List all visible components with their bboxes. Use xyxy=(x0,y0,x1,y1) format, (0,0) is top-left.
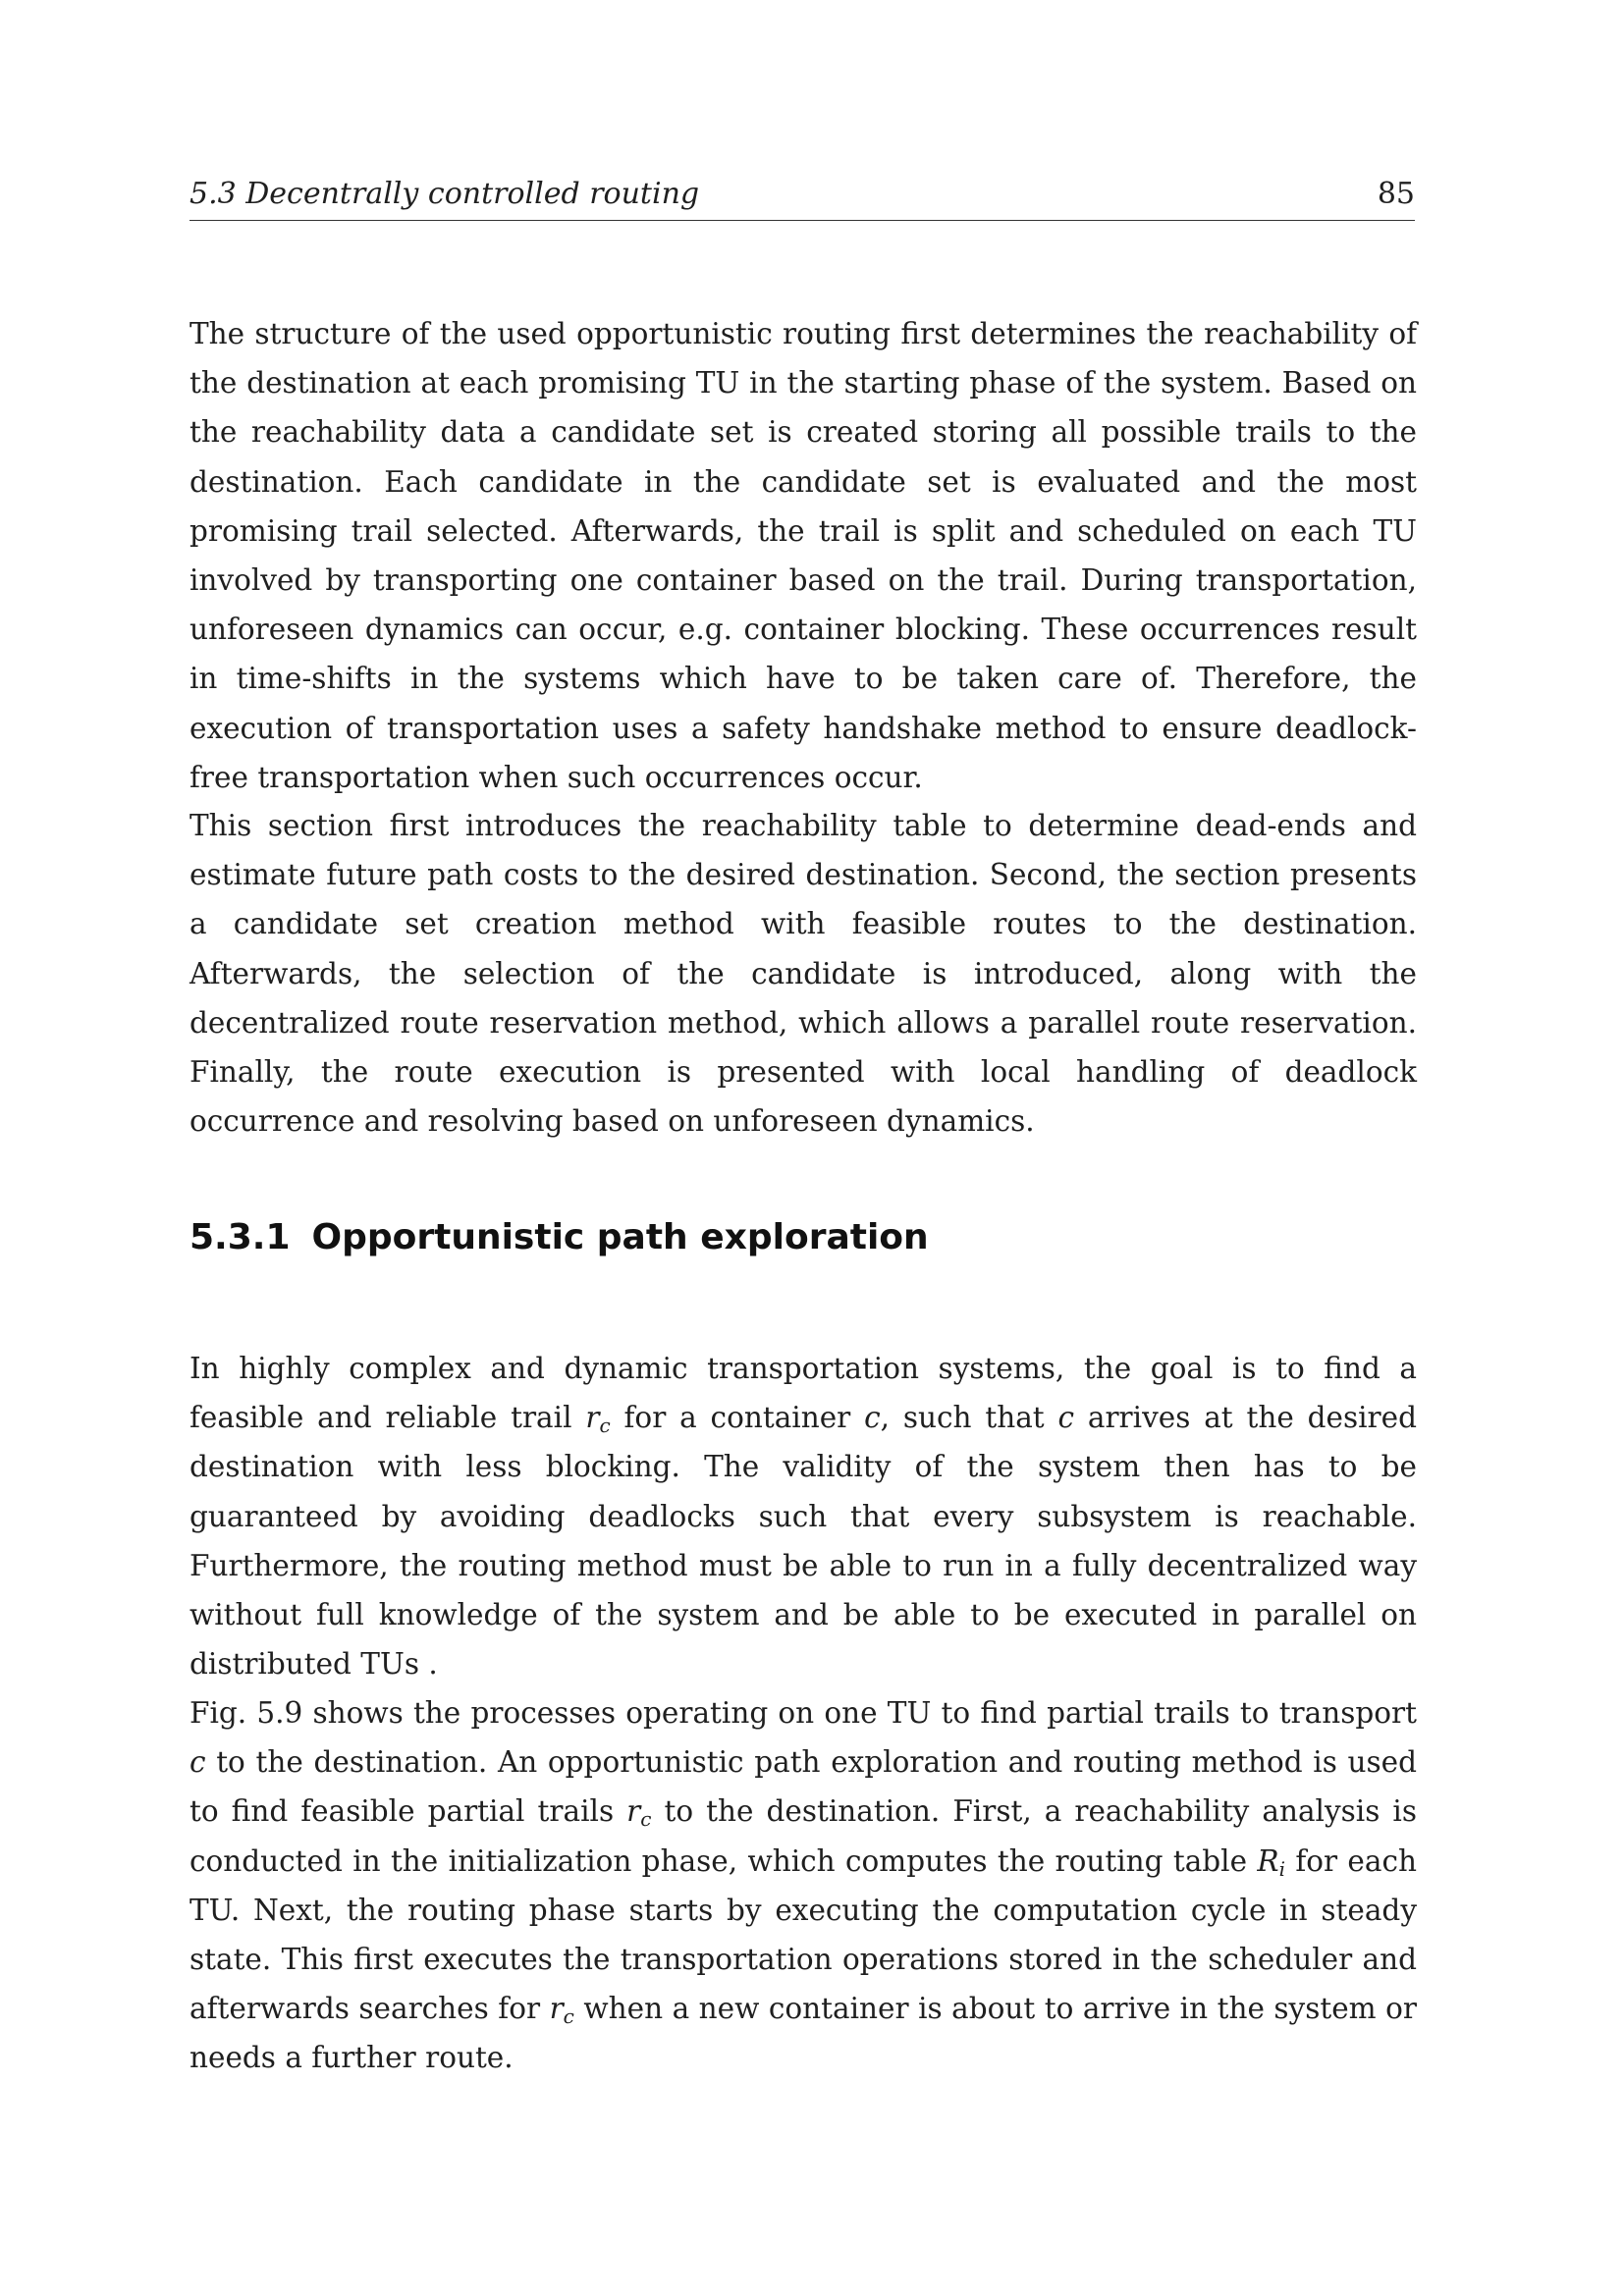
math-c: c xyxy=(189,1745,206,1780)
paragraph-goal xyxy=(189,1344,1417,1688)
math-subscript-c: c xyxy=(599,1414,611,1438)
paragraph-intro xyxy=(189,309,1417,802)
math-r: r xyxy=(626,1794,641,1829)
math-R: R xyxy=(1257,1843,1279,1878)
paragraph-process xyxy=(189,1688,1417,2083)
paragraph-text: This section first introduces the reachability table to determine dead-ends and estimate future path costs to the desired destination. Second, the section presents a candidate set creation method with feasible routes to the destination. Afterwards, the selection of the candidate is introduced, along with the decentralized route reservation method, which allows a parallel route reservation. Finally, the route execution is presented with local handling of deadlock occurrence and resolving based on unforeseen dynamics. xyxy=(189,809,1417,1139)
math-subscript-i: i xyxy=(1278,1856,1286,1881)
subsection-title: Opportunistic path exploration xyxy=(311,1217,929,1257)
math-r: r xyxy=(549,1992,564,2026)
text-run: Fig. 5.9 shows the processes operating on one TU to find partial trails to transport xyxy=(189,1696,1417,1730)
text-run: to the destination. First, a reachability analysis is conducted in the initialization phase, which computes the routing table xyxy=(189,1794,1417,1878)
math-subscript-c: c xyxy=(563,2004,574,2029)
text-run: for each TU. Next, the routing phase starts by executing the computation cycle in steady state. This first executes the transportation operations stored in the scheduler and afterwards searches for xyxy=(189,1843,1417,2026)
paragraph-text: The structure of the used opportunistic routing first determines the reachability of the destination at each promising TU in the starting phase of the system. Based on the reachability data a candidate set is created storing all possible trails to the destination. Each candidate in the candidate set is evaluated and the most promising trail selected. Afterwards, the trail is split and scheduled on each TU involved by transporting one container based on the trail. During transportation, unforeseen dynamics can occur, e.g. container blocking. These occurrences result in time-shifts in the systems which have to be taken care of. Therefore, the execution of transportation uses a safety handshake method to ensure deadlock-free transportation when such occurrences occur. xyxy=(189,317,1417,794)
math-r: r xyxy=(585,1401,600,1435)
subsection-number: 5.3.1 xyxy=(189,1217,291,1257)
math-c: c xyxy=(1057,1401,1075,1435)
paragraph-text xyxy=(189,1344,1417,1688)
math-c: c xyxy=(864,1401,881,1435)
running-header xyxy=(189,171,1415,221)
text-run: , such that xyxy=(880,1401,1058,1435)
text-run: to the destination. An opportunistic path exploration and routing method is used to find feasible partial trails xyxy=(189,1745,1417,1829)
text-run: arrives at the desired destination with less blocking. The validity of the system then has to be guaranteed by avoiding deadlocks such that every subsystem is reachable. Furthermore, the routing method must be able to run in a fully decentralized way without full knowledge of the system and be able to be executed in parallel on distributed TUs . xyxy=(189,1401,1417,1682)
math-subscript-c: c xyxy=(640,1807,652,1832)
text-run: when a new container is about to arrive in the system or needs a further route. xyxy=(189,1992,1417,2075)
subsection-heading xyxy=(189,1217,929,1257)
paragraph-section-overview xyxy=(189,801,1417,1146)
paragraph-text xyxy=(189,1688,1417,2083)
header-section-title: 5.3 Decentrally controlled routing xyxy=(189,177,700,211)
page-number: 85 xyxy=(1377,177,1415,211)
text-run: for a container xyxy=(610,1401,865,1435)
text-run: In highly complex and dynamic transportation systems, the goal is to find a feasible and reliable trail xyxy=(189,1352,1417,1435)
